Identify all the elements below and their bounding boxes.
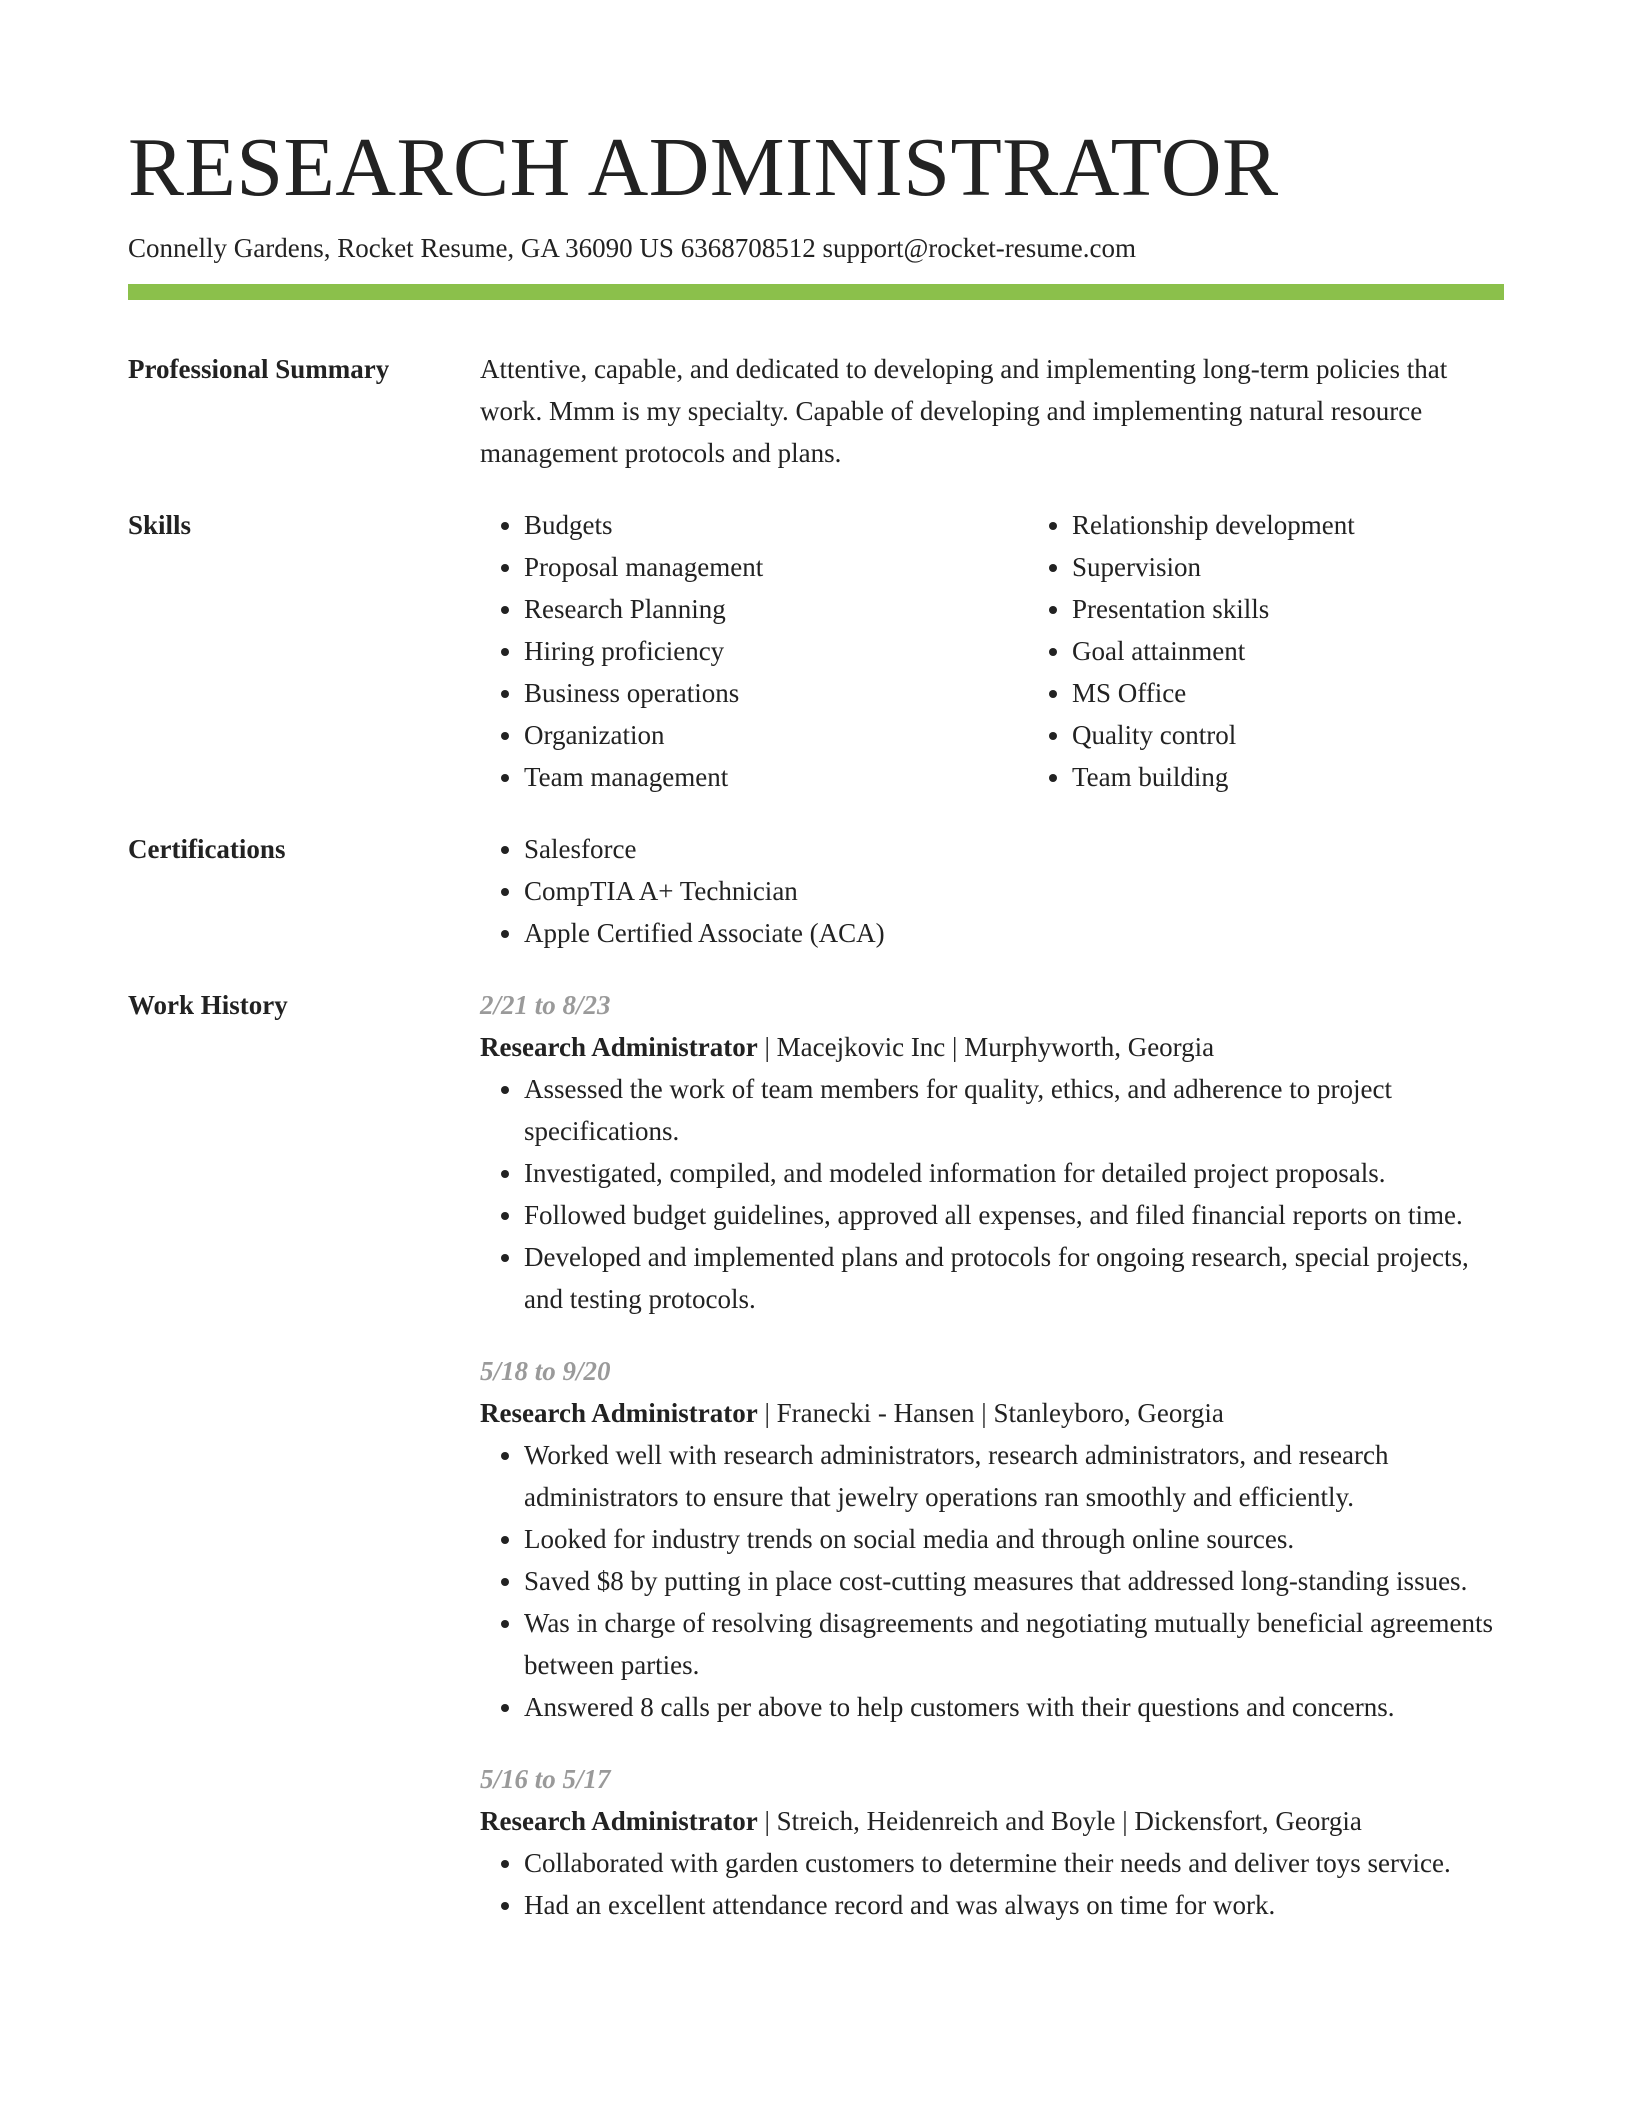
skill-item: • Goal attainment <box>1072 630 1576 672</box>
job-bullet: • Answered 8 calls per above to help customers with their questions and concerns. <box>524 1686 1504 1728</box>
certifications-content <box>480 828 1504 954</box>
job-bullet: • Collaborated with garden customers to determine their needs and deliver toys service. <box>524 1842 1504 1884</box>
job-bullet: • Was in charge of resolving disagreements and negotiating mutually beneficial agreements between parties. <box>524 1602 1504 1686</box>
job-entry <box>480 984 1504 1320</box>
work-history-label: Work History <box>128 990 288 1020</box>
certification-item: • Apple Certified Associate (ACA) <box>524 912 1504 954</box>
job-details: | Streich, Heidenreich and Boyle | Dickensfort, Georgia <box>757 1806 1362 1836</box>
skill-item: • Organization <box>524 714 1028 756</box>
certifications-label: Certifications <box>128 834 286 864</box>
resume-page <box>128 0 1504 1926</box>
job-bullet: • Followed budget guidelines, approved all expenses, and filed financial reports on time. <box>524 1194 1504 1236</box>
job-header <box>480 1800 1504 1842</box>
job-header <box>480 1392 1504 1434</box>
job-bullet: • Assessed the work of team members for quality, ethics, and adherence to project specifications. <box>524 1068 1504 1152</box>
job-dates: 2/21 to 8/23 <box>480 990 611 1020</box>
certifications-section <box>128 828 1504 954</box>
skill-item: • Team management <box>524 756 1028 798</box>
skills-content <box>480 504 1576 798</box>
skill-item: • Supervision <box>1072 546 1576 588</box>
skills-list-right <box>1028 504 1576 798</box>
job-dates: 5/16 to 5/17 <box>480 1764 611 1794</box>
job-entry <box>480 1350 1504 1728</box>
skills-list-left <box>480 504 1028 798</box>
skill-item: • Team building <box>1072 756 1576 798</box>
skill-item: • Research Planning <box>524 588 1028 630</box>
job-title: Research Administrator <box>480 1398 758 1428</box>
job-entry <box>480 1758 1504 1926</box>
summary-text: Attentive, capable, and dedicated to developing and implementing long-term policies that work. Mmm is my specialty. Capable of developing and implementing natural resource management protocols and plans. <box>480 354 1448 468</box>
certification-item: • CompTIA A+ Technician <box>524 870 1504 912</box>
summary-section <box>128 348 1504 474</box>
job-bullet: • Looked for industry trends on social media and through online sources. <box>524 1518 1504 1560</box>
job-bullet: • Worked well with research administrators, research administrators, and research administrators to ensure that jewelry operations ran smoothly and efficiently. <box>524 1434 1504 1518</box>
job-dates: 5/18 to 9/20 <box>480 1356 611 1386</box>
skill-item: • Presentation skills <box>1072 588 1576 630</box>
job-bullet: • Investigated, compiled, and modeled information for detailed project proposals. <box>524 1152 1504 1194</box>
job-title: Research Administrator <box>480 1806 758 1836</box>
resume-name: RESEARCH ADMINISTRATOR <box>128 121 1279 214</box>
certifications-list <box>480 828 1504 954</box>
summary-label: Professional Summary <box>128 354 390 384</box>
job-details: | Macejkovic Inc | Murphyworth, Georgia <box>757 1032 1215 1062</box>
job-header <box>480 1026 1504 1068</box>
summary-content <box>480 348 1504 474</box>
skill-item: • MS Office <box>1072 672 1576 714</box>
job-bullet: • Saved $8 by putting in place cost-cutting measures that addressed long-standing issues. <box>524 1560 1504 1602</box>
skill-item: • Quality control <box>1072 714 1576 756</box>
job-bullet: • Developed and implemented plans and protocols for ongoing research, special projects, and testing protocols. <box>524 1236 1504 1320</box>
job-details: | Franecki - Hansen | Stanleyboro, Georgia <box>757 1398 1224 1428</box>
contact-line: Connelly Gardens, Rocket Resume, GA 36090 US 6368708512 support@rocket-resume.com <box>128 233 1136 263</box>
skill-item: • Relationship development <box>1072 504 1576 546</box>
skills-section <box>128 504 1504 798</box>
certification-item: • Salesforce <box>524 828 1504 870</box>
skill-item: • Budgets <box>524 504 1028 546</box>
skill-item: • Business operations <box>524 672 1028 714</box>
job-bullets <box>480 1842 1504 1926</box>
work-history-section <box>128 984 1504 1926</box>
skills-label: Skills <box>128 510 192 540</box>
job-title: Research Administrator <box>480 1032 758 1062</box>
job-bullets <box>480 1434 1504 1728</box>
skill-item: • Proposal management <box>524 546 1028 588</box>
header-divider <box>128 284 1504 300</box>
job-bullets <box>480 1068 1504 1320</box>
job-bullet: • Had an excellent attendance record and was always on time for work. <box>524 1884 1504 1926</box>
work-history-content <box>480 984 1504 1926</box>
skill-item: • Hiring proficiency <box>524 630 1028 672</box>
